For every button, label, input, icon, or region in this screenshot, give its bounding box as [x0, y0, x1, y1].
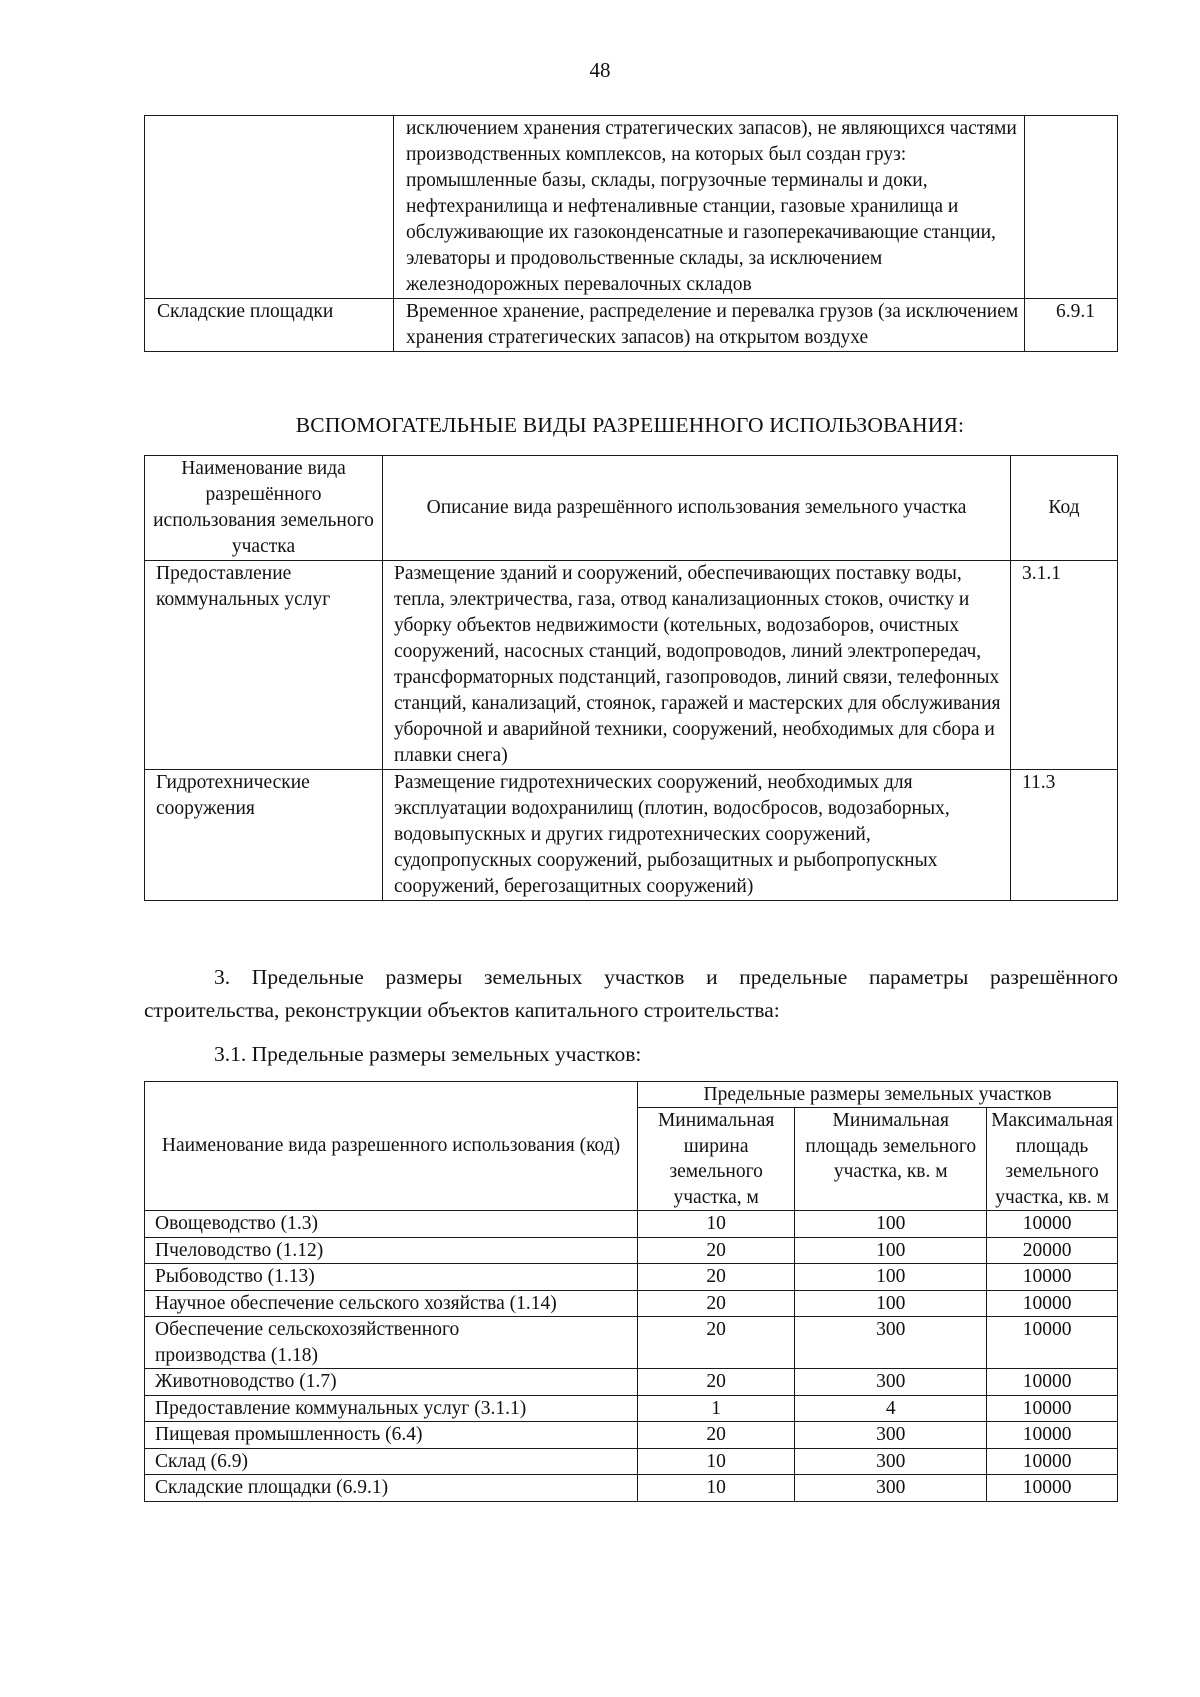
use-name-cell: Обеспечение сельскохозяйственного производства (1.18) [145, 1317, 638, 1369]
max-area-cell: 10000 [987, 1395, 1118, 1422]
use-name-cell: Гидротехнические сооружения [145, 770, 383, 901]
table-row [145, 770, 1118, 901]
min-width-cell: 1 [638, 1395, 795, 1422]
min-area-cell: 100 [795, 1290, 987, 1317]
use-name-cell: Рыбоводство (1.13) [145, 1264, 638, 1291]
use-name-cell: Научное обеспечение сельского хозяйства (1.14) [145, 1290, 638, 1317]
use-name-cell: Предоставление коммунальных услуг [145, 561, 383, 770]
min-area-cell: 100 [795, 1211, 987, 1238]
column-header-use-name: Наименование вида разрешенного использования (код) [145, 1082, 638, 1211]
use-name-cell: Животноводство (1.7) [145, 1369, 638, 1396]
table-row [145, 1317, 1118, 1369]
column-header-name: Наименование вида разрешённого использования земельного участка [145, 456, 383, 561]
page-number: 48 [589, 58, 611, 82]
use-name-cell: Пищевая промышленность (6.4) [145, 1422, 638, 1449]
min-width-cell: 10 [638, 1211, 795, 1238]
table-row [145, 1211, 1118, 1238]
min-width-cell: 10 [638, 1475, 795, 1502]
section-3-1-paragraph: 3.1. Предельные размеры земельных участков: [214, 1042, 642, 1066]
use-code-cell [1025, 116, 1118, 299]
min-area-cell: 300 [795, 1475, 987, 1502]
max-area-cell: 10000 [987, 1475, 1118, 1502]
min-width-cell: 20 [638, 1317, 795, 1369]
max-area-cell: 10000 [987, 1369, 1118, 1396]
max-area-cell: 10000 [987, 1448, 1118, 1475]
max-area-cell: 10000 [987, 1211, 1118, 1238]
table-plot-size-limits [144, 1081, 1118, 1502]
column-header-min-width: Минимальная ширина земельного участка, м [638, 1108, 795, 1211]
min-width-cell: 10 [638, 1448, 795, 1475]
table-header-row [145, 456, 1118, 561]
table-row [145, 299, 1118, 352]
table-row [145, 1264, 1118, 1291]
min-width-cell: 20 [638, 1237, 795, 1264]
min-area-cell: 4 [795, 1395, 987, 1422]
use-code-cell: 11.3 [1011, 770, 1118, 901]
table-row [145, 1369, 1118, 1396]
table-row [145, 116, 1118, 299]
min-width-cell: 20 [638, 1264, 795, 1291]
table-row [145, 1290, 1118, 1317]
section-3-paragraph: 3. Предельные размеры земельных участков и предельные параметры разрешённого строительства, реконструкции объектов капитального строительства: [144, 965, 1118, 1022]
use-name-cell: Складские площадки (6.9.1) [145, 1475, 638, 1502]
max-area-cell: 10000 [987, 1422, 1118, 1449]
column-group-header: Предельные размеры земельных участков [638, 1082, 1118, 1108]
min-area-cell: 100 [795, 1264, 987, 1291]
use-description-cell: исключением хранения стратегических запасов), не являющихся частями производственных комплексов, на которых был создан груз: промышленные базы, склады, погрузочные терминалы и доки, нефтехранилища и нефтеналивные станции, газовые хранилища и обслуживающие их газоконденсатные и газоперекачивающие станции, элеваторы и продовольственные склады, за исключением железнодорожных перевалочных складов [394, 116, 1025, 299]
table-row [145, 1475, 1118, 1502]
use-name-cell: Складские площадки [145, 299, 394, 352]
use-name-cell: Пчеловодство (1.12) [145, 1237, 638, 1264]
min-width-cell: 20 [638, 1369, 795, 1396]
min-area-cell: 300 [795, 1317, 987, 1369]
table-continued-main-uses [144, 115, 1118, 352]
max-area-cell: 10000 [987, 1290, 1118, 1317]
use-name-cell: Овощеводство (1.3) [145, 1211, 638, 1238]
use-description-cell: Размещение зданий и сооружений, обеспечивающих поставку воды, тепла, электричества, газа, отвод канализационных стоков, очистку и уборку объектов недвижимости (котельных, водозаборов, очистных сооружений, насосных станций, водопроводов, линий электропередач, трансформаторных подстанций, газопроводов, линий связи, телефонных станций, канализаций, стоянок, гаражей и мастерских для обслуживания уборочной и аварийной техники, сооружений, необходимых для сбора и плавки снега) [383, 561, 1011, 770]
min-area-cell: 300 [795, 1369, 987, 1396]
use-description-cell: Размещение гидротехнических сооружений, необходимых для эксплуатации водохранилищ (плотин, водосбросов, водозаборных, водовыпускных и других гидротехнических сооружений, судопропускных сооружений, рыбозащитных и рыбопропускных сооружений, берегозащитных сооружений) [383, 770, 1011, 901]
table-row [145, 1422, 1118, 1449]
table-header-row [145, 1082, 1118, 1108]
min-area-cell: 100 [795, 1237, 987, 1264]
table-row [145, 1395, 1118, 1422]
use-code-cell: 6.9.1 [1025, 299, 1118, 352]
min-area-cell: 300 [795, 1448, 987, 1475]
use-name-cell: Склад (6.9) [145, 1448, 638, 1475]
table-row [145, 1448, 1118, 1475]
table-row [145, 1237, 1118, 1264]
max-area-cell: 20000 [987, 1237, 1118, 1264]
use-name-cell: Предоставление коммунальных услуг (3.1.1) [145, 1395, 638, 1422]
use-name-cell [145, 116, 394, 299]
table-auxiliary-uses [144, 455, 1118, 901]
use-code-cell: 3.1.1 [1011, 561, 1118, 770]
use-description-cell: Временное хранение, распределение и перевалка грузов (за исключением хранения стратегических запасов) на открытом воздухе [394, 299, 1025, 352]
min-width-cell: 20 [638, 1422, 795, 1449]
column-header-max-area: Максимальная площадь земельного участка, кв. м [987, 1108, 1118, 1211]
max-area-cell: 10000 [987, 1317, 1118, 1369]
column-header-min-area: Минимальная площадь земельного участка, кв. м [795, 1108, 987, 1211]
auxiliary-uses-heading: ВСПОМОГАТЕЛЬНЫЕ ВИДЫ РАЗРЕШЕННОГО ИСПОЛЬЗОВАНИЯ: [295, 413, 965, 437]
min-width-cell: 20 [638, 1290, 795, 1317]
column-header-code: Код [1011, 456, 1118, 561]
max-area-cell: 10000 [987, 1264, 1118, 1291]
table-row [145, 561, 1118, 770]
column-header-description: Описание вида разрешённого использования земельного участка [383, 456, 1011, 561]
min-area-cell: 300 [795, 1422, 987, 1449]
